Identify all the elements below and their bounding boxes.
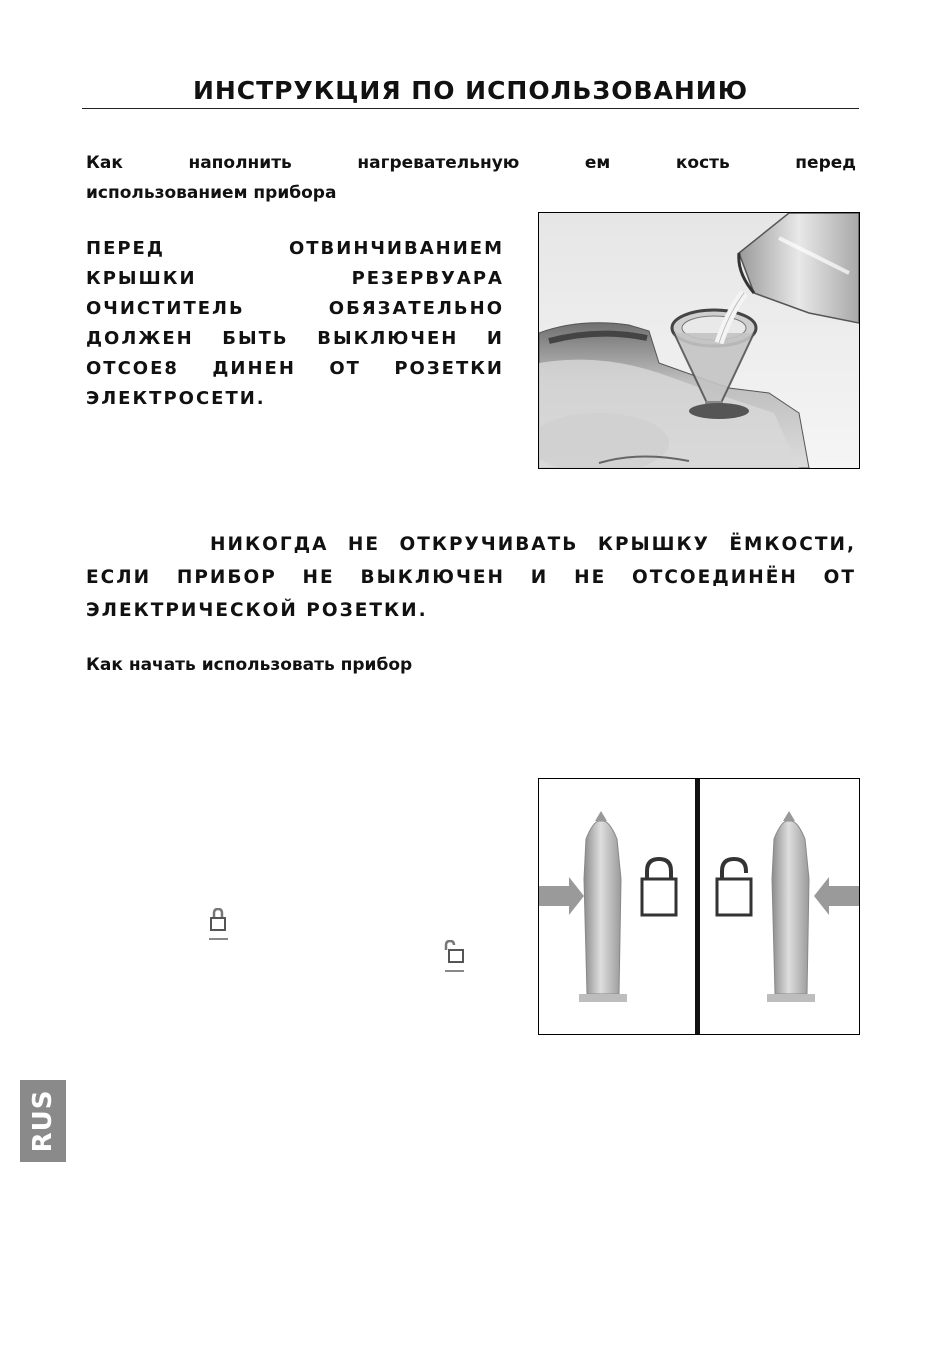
- lock-open-icon: [442, 940, 466, 976]
- warning-line: ЕСЛИ ПРИБОР НЕ ВЫКЛЮЧЕН И НЕ ОТСОЕДИНЁН ОТ: [86, 567, 856, 588]
- lock-closed-icon: [208, 908, 230, 944]
- cap-lock-unlock-photo: [538, 778, 860, 1035]
- warning-line: ЭЛЕКТРИЧЕСКОЙ РОЗЕТКИ.: [86, 600, 428, 621]
- language-tab: [20, 1080, 66, 1162]
- warning-line: ОТСОЕ8 ДИНЕН ОТ РОЗЕТКИ: [86, 358, 504, 379]
- warning-line: КРЫШКИ РЕЗЕРВУАРА: [86, 268, 504, 289]
- warning-line: НИКОГДА НЕ ОТКРУЧИВАТЬ КРЫШКУ ЁМКОСТИ,: [210, 534, 856, 555]
- pouring-water-funnel-photo: [538, 212, 860, 469]
- start-section-heading: Как начать использовать прибор: [86, 655, 413, 675]
- language-tab-label: RUS: [28, 1089, 58, 1153]
- warning-line: ДОЛЖЕН БЫТЬ ВЫКЛЮЧЕН И: [86, 328, 504, 349]
- unscrew-warning: [86, 234, 504, 414]
- never-unscrew-warning: [86, 528, 856, 627]
- page-title: ИНСТРУКЦИЯ ПО ИСПОЛЬЗОВАНИЮ: [192, 76, 749, 105]
- warning-line: ЭЛЕКТРОСЕТИ.: [86, 388, 266, 409]
- fill-heading-line-2: использованием прибора: [86, 183, 337, 203]
- title-divider: [82, 108, 859, 109]
- warning-line: ОЧИСТИТЕЛЬ ОБЯЗАТЕЛЬНО: [86, 298, 504, 319]
- fill-heading-line-1: Как наполнить нагревательную ем кость перед: [86, 153, 856, 173]
- fill-section-heading: [86, 148, 856, 208]
- warning-line: ПЕРЕД ОТВИНЧИВАНИЕМ: [86, 238, 504, 259]
